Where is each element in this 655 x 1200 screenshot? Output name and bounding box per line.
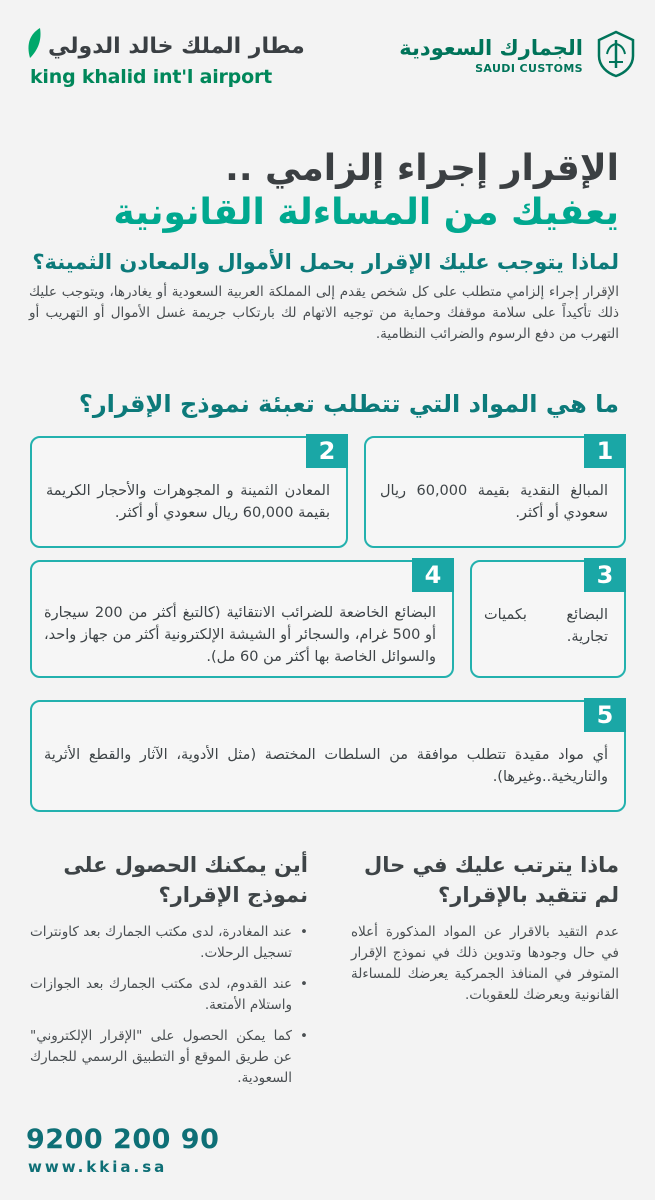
- item-number-1: 1: [584, 434, 626, 468]
- item-text-5: أي مواد مقيدة تتطلب موافقة من السلطات المختصة (مثل الأدوية، الآثار والقطع الأثرية والتاريخية..وغيرها).: [44, 747, 608, 785]
- why-body: الإقرار إجراء إلزامي متطلب على كل شخص يقدم إلى المملكة العربية السعودية أو يغادرها، ويتوجب عليك ذلك تأكيداً على سلامة موقفك وحماية من توجيه الاتهام لك بارتكاب جريمة غسل الأموال أو التهريب أو التهرب من دفع الرسوم والضرائب النظامية.: [29, 284, 619, 342]
- where-list: [30, 922, 308, 1089]
- headline-line-2: يعفيك من المساءلة القانونية: [113, 192, 619, 233]
- where-section: [30, 850, 308, 1099]
- where-bullet-2: • عند القدوم، لدى مكتب الجمارك بعد الجوازات واستلام الأمتعة.: [30, 974, 308, 1016]
- headline-line-1: الإقرار إجراء إلزامي ..: [225, 148, 619, 189]
- item-text-4: البضائع الخاضعة للضرائب الانتقائية (كالتبغ أكثر من 200 سيجارة أو 500 غرام، والسجائر أو الشيشة الإلكترونية أكثر من جهاز واحد، والسوائل الخاصة بها أكثر من 60 مل).: [44, 605, 437, 665]
- item-number-2: 2: [306, 434, 348, 468]
- item-card-1: [364, 436, 626, 548]
- website-link[interactable]: www.kkia.sa: [28, 1158, 168, 1176]
- item-card-5: [30, 700, 626, 812]
- item-number-4: 4: [412, 558, 454, 592]
- airport-logo: [26, 28, 305, 88]
- airport-name-ar: مطار الملك خالد الدولي: [48, 34, 305, 59]
- consequence-title: ماذا يترتب عليك في حال لم تتقيد بالإقرار؟: [363, 853, 619, 907]
- items-title: ما هي المواد التي تتطلب تعبئة نموذج الإقرار؟: [78, 390, 619, 418]
- item-text-2: المعادن الثمينة و المجوهرات والأحجار الكريمة بقيمة 60,000 ريال سعودي أو أكثر.: [46, 483, 330, 521]
- customs-logo: [399, 30, 637, 84]
- item-text-3: البضائع بكميات تجارية.: [484, 607, 608, 645]
- phone-number: 9200 200 90: [26, 1124, 220, 1155]
- customs-name-en: SAUDI CUSTOMS: [475, 62, 583, 75]
- where-title: أين يمكنك الحصول على نموذج الإقرار؟: [63, 853, 308, 907]
- item-card-2: [30, 436, 348, 548]
- where-bullet-3: • كما يمكن الحصول على "الإقرار الإلكتروني" عن طريق الموقع أو التطبيق الرسمي للجمارك السعودية.: [30, 1026, 308, 1089]
- customs-name-ar: الجمارك السعودية: [399, 36, 583, 60]
- consequence-body: عدم التقيد بالاقرار عن المواد المذكورة أعلاه في حال وجودها وتدوين ذلك في نموذج الإقرار المتوفر في المنافذ الجمركية يعرضك للمساءلة القانونية ويعرضك للعقوبات.: [351, 924, 619, 1003]
- where-bullet-1: • عند المغادرة، لدى مكتب الجمارك بعد كاونترات تسجيل الرحلات.: [30, 922, 308, 964]
- customs-emblem-icon: [595, 30, 637, 78]
- airport-leaf-icon: [26, 28, 44, 58]
- item-card-4: [30, 560, 454, 678]
- consequence-section: [351, 850, 619, 1006]
- item-number-3: 3: [584, 558, 626, 592]
- item-text-1: المبالغ النقدية بقيمة 60,000 ريال سعودي أو أكثر.: [380, 483, 608, 521]
- why-title: لماذا يتوجب عليك الإقرار بحمل الأموال والمعادن الثمينة؟: [32, 250, 619, 274]
- item-number-5: 5: [584, 698, 626, 732]
- airport-name-en: king khalid int'l airport: [30, 66, 272, 88]
- item-card-3: [470, 560, 626, 678]
